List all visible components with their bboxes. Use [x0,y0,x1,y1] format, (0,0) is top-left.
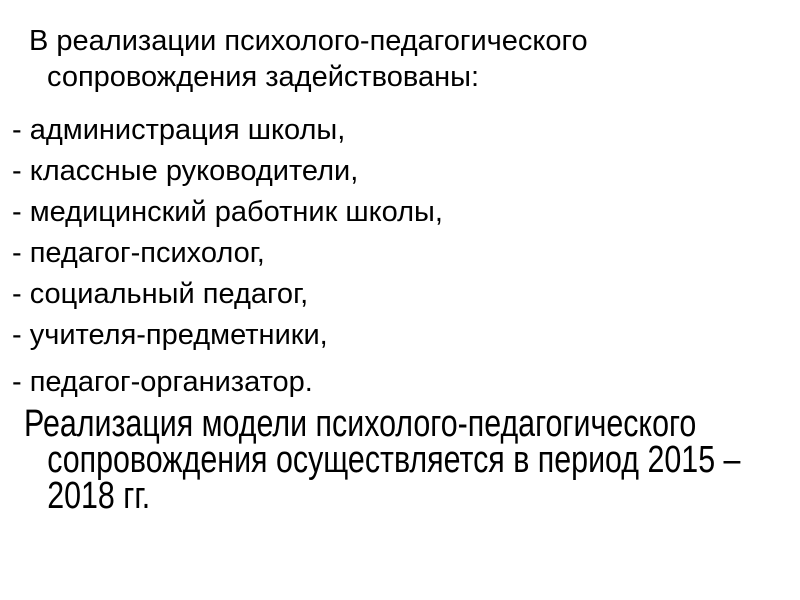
period-line-3: 2018 гг. [47,475,151,517]
intro-line-2: сопровождения задействованы: [47,61,480,93]
list-item: - социальный педагог, [12,278,309,310]
list-item: - педагог-организатор. [12,366,313,398]
period-line-2: сопровождения осуществляется в период 2015 – [47,439,741,481]
participants-list [0,110,800,403]
intro-paragraph [0,23,800,95]
list-item: - классные руководители, [12,155,359,187]
period-line-1: Реализация модели психолого-педагогического [24,403,697,445]
intro-line-1: В реализации психолого-педагогического [29,25,588,57]
list-item: - администрация школы, [12,114,346,146]
period-paragraph [0,403,800,517]
list-item: - педагог-психолог, [12,237,265,269]
list-item: - учителя-предметники, [12,319,328,351]
list-item: - медицинский работник школы, [12,196,443,228]
